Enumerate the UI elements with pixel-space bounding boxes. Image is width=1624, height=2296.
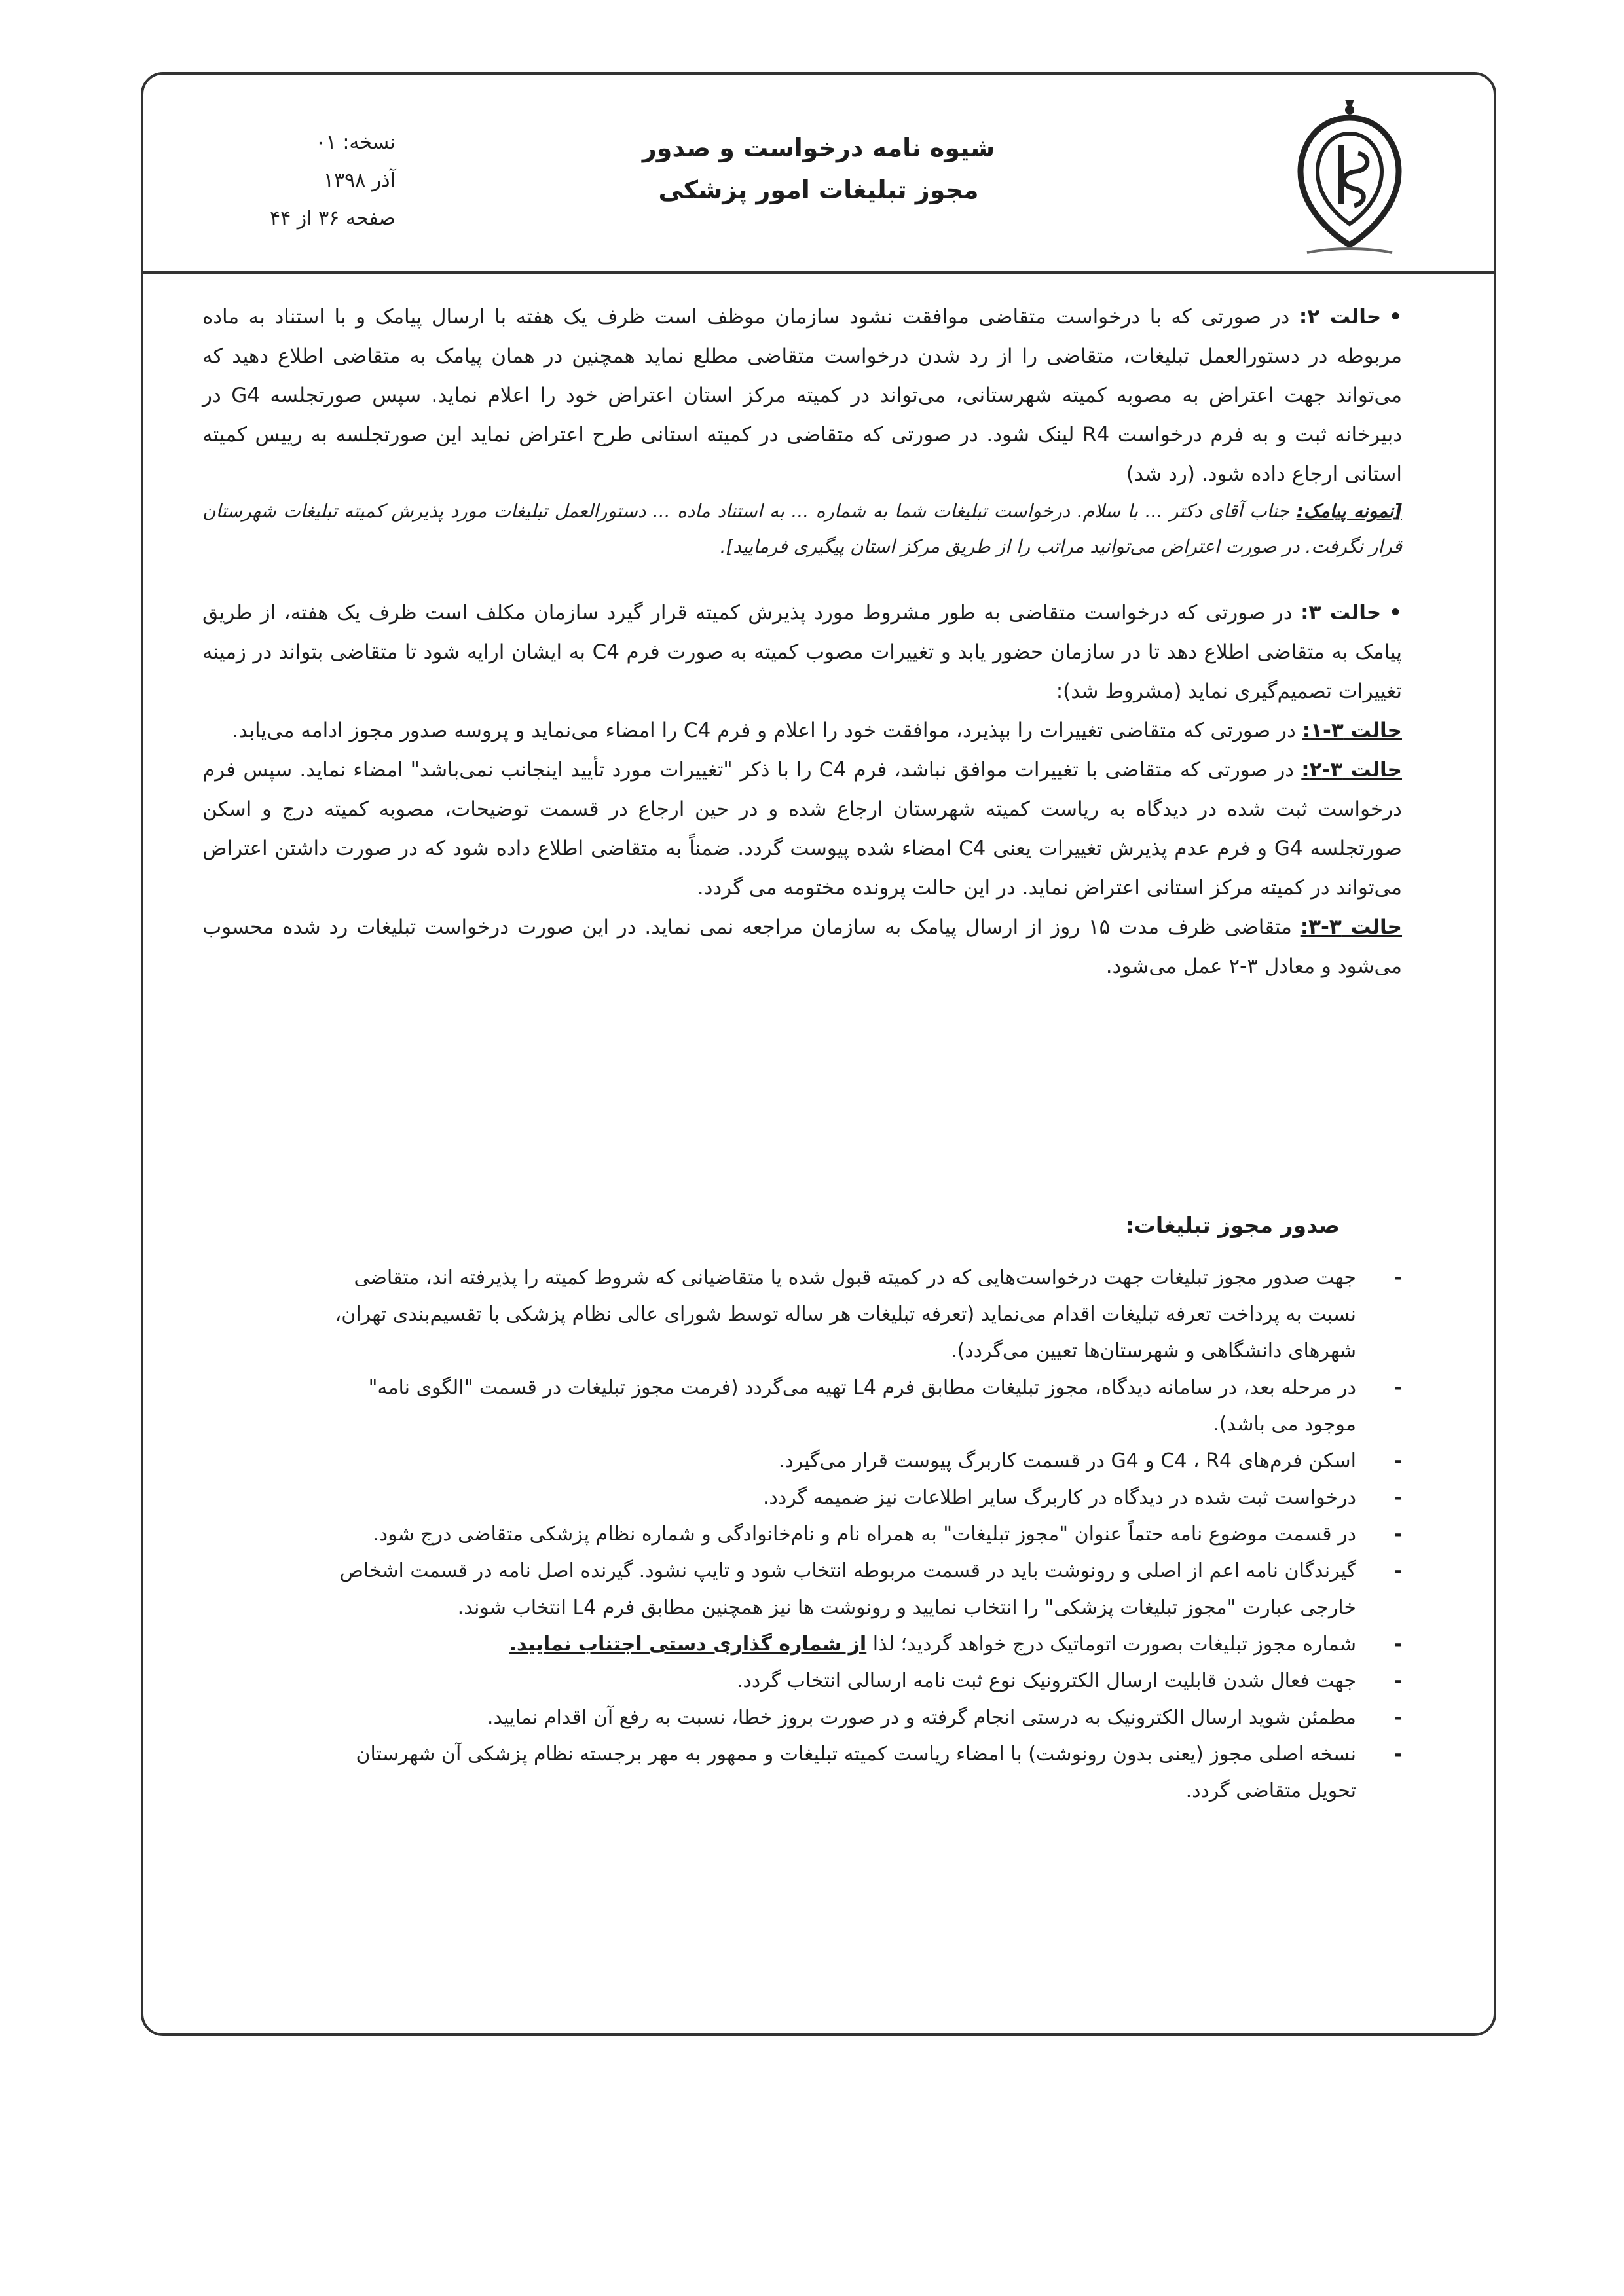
list-item-emphasis: از شماره گذاری دستی اجتناب نمایید. [509, 1633, 867, 1656]
case-3-paragraph [202, 593, 1402, 711]
document-meta [179, 124, 396, 238]
case-3-1-title: حالت ۳-۱: [1302, 719, 1402, 742]
case-3-1-text: در صورتی که متقاضی تغییرات را بپذیرد، موافقت خود را اعلام و فرم C4 را امضاء می‌نماید و پروسه صدور مجوز ادامه می‌یابد. [232, 719, 1296, 742]
list-item: - مطمئن شوید ارسال الکترونیک به درستی انجام گرفته و در صورت بروز خطا، نسبت به رفع آن اقدام نمایید. [333, 1700, 1402, 1736]
sms-sample-label: [نمونه پیامک: [1296, 500, 1403, 522]
list-item: - جهت صدور مجوز تبلیغات جهت درخواست‌هایی که در کمیته قبول شده یا متقاضیانی که شروط کمیته را پذیرفته اند، متقاضی نسبت به پرداخت تعرفه تبلیغات اقدام می‌نماید (تعرفه تبلیغات هر ساله توسط شورای عالی نظام پزشکی با تقسیم‌بندی تهران، شهرهای دانشگاهی و شهرستان‌ها تعیین می‌گردد). [333, 1260, 1402, 1370]
page-number: صفحه ۳۶ از ۴۴ [269, 207, 396, 230]
case-3-3-text: متقاضی ظرف مدت ۱۵ روز از ارسال پیامک به سازمان مراجعه نمی نماید. در این صورت درخواست تبلیغات رد شده محسوب می‌شود و معادل ۳-۲ عمل می‌شود. [202, 915, 1402, 978]
main-content [202, 297, 1402, 986]
issuance-section-title: صدور مجوز تبلیغات: [1125, 1212, 1340, 1238]
list-item: - در قسمت موضوع نامه حتماً عنوان "مجوز تبلیغات" به همراه نام و نام‌خانوادگی و شماره نظام پزشکی متقاضی درج شود. [333, 1516, 1402, 1553]
case-3-2-text: در صورتی که متقاضی با تغییرات موافق نباشد، فرم C4 را با ذکر "تغییرات مورد تأیید اینجانب نمی‌باشد" امضاء نماید. سپس فرم درخواست ثبت شده در دیدگاه به ریاست کمیته شهرستان ارجاع شده و در حین ارجاع در قسمت توضیحات، مصوبه کمیته درج و اسکن صورتجلسه G4 و فرم عدم پذیرش تغییرات یعنی C4 امضاء شده پیوست گردد. ضمناً به متقاضی اطلاع داده شود که در صورت داشتن اعتراض می‌تواند در کمیته مرکز استانی اعتراض نماید. در این حالت پرونده مختومه می گردد. [202, 758, 1403, 900]
sms-sample-text: جناب آقای دکتر ... با سلام. درخواست تبلیغات شما به شماره ... به استناد ماده ... دستورالعمل تبلیغات مورد پذیرش کمیته تبلیغات شهرستان قرار نگرفت. در صورت اعتراض می‌توانید مراتب را از طریق مرکز استان پیگیری فرمایید]. [202, 500, 1402, 557]
case-3-title: • حالت ۳: [1301, 601, 1402, 625]
list-item [333, 1626, 1402, 1663]
sms-sample [202, 494, 1402, 564]
list-item: - نسخه اصلی مجوز (یعنی بدون رونوشت) با امضاء ریاست کمیته تبلیغات و ممهور به مهر برجسته نظام پزشکی آن شهرستان تحویل متقاضی گردد. [333, 1736, 1402, 1810]
case-3-3-title: حالت ۳-۳: [1300, 915, 1402, 939]
list-item: - جهت فعال شدن قابلیت ارسال الکترونیک نوع ثبت نامه ارسالی انتخاب گردد. [333, 1663, 1402, 1700]
case-3-body: در صورتی که درخواست متقاضی به طور مشروط مورد پذیرش کمیته قرار گیرد سازمان مکلف است ظرف یک هفته، از طریق پیامک به متقاضی اطلاع دهد تا در سازمان حضور یابد و تغییرات مصوب کمیته به صورت فرم C4 به ایشان ارایه شود تا متقاضی بتواند در زمینه تغییرات تصمیم‌گیری نماید (مشروط شد): [202, 601, 1402, 703]
case-2-body: در صورتی که با درخواست متقاضی موافقت نشود سازمان موظف است ظرف یک هفته با ارسال پیامک و با استناد به ماده مربوطه در دستورالعمل تبلیغات، متقاضی را از رد شدن درخواست متقاضی مطلع نماید همچنین در همان پیامک به متقاضی اطلاع دهید که می‌تواند جهت اعتراض به مصوبه کمیته شهرستانی، می‌تواند در کمیته مرکز استان اعتراض خود را اعلام نماید. سپس صورتجلسه G4 در دبیرخانه ثبت و به فرم درخواست R4 لینک شود. در صورتی که متقاضی در کمیته استانی طرح اعتراض نماید این صورتجلسه به رییس کمیته استانی ارجاع داده شود. (رد شد) [202, 305, 1403, 486]
issuance-list [333, 1260, 1402, 1810]
case-3-2 [202, 750, 1402, 907]
case-2-title: • حالت ۲: [1299, 305, 1402, 329]
title-line-2: مجوز تبلیغات امور پزشکی [658, 175, 979, 204]
list-item: - گیرندگان نامه اعم از اصلی و رونوشت باید در قسمت مربوطه انتخاب شود و تایپ نشود. گیرنده اصل نامه در قسمت اشخاص خارجی عبارت "مجوز تبلیغات پزشکی" را انتخاب نمایید و رونوشت ها نیز همچنین مطابق فرم L4 انتخاب شوند. [333, 1553, 1402, 1626]
case-2-paragraph [202, 297, 1402, 494]
case-3-2-title: حالت ۳-۲: [1301, 758, 1402, 782]
date-label: آذر ۱۳۹۸ [323, 169, 396, 192]
case-3-1 [202, 711, 1402, 750]
page-frame [141, 72, 1496, 2036]
version-label: نسخه: ۰۱ [315, 131, 396, 154]
page-header [143, 75, 1494, 274]
list-item-text: شماره مجوز تبلیغات بصورت اتوماتیک درج خواهد گردید؛ لذا [872, 1633, 1356, 1656]
case-3-3 [202, 907, 1402, 986]
list-item: - اسکن فرم‌های C4 ، R4 و G4 در قسمت کاربرگ پیوست قرار می‌گیرد. [333, 1443, 1402, 1480]
list-item: - درخواست ثبت شده در دیدگاه در کاربرگ سایر اطلاعات نیز ضمیمه گردد. [333, 1480, 1402, 1516]
list-item: - در مرحله بعد، در سامانه دیدگاه، مجوز تبلیغات مطابق فرم L4 تهیه می‌گردد (فرمت مجوز تبلیغات در قسمت "الگوی نامه" موجود می باشد). [333, 1370, 1402, 1443]
title-line-1: شیوه نامه درخواست و صدور [642, 134, 995, 162]
